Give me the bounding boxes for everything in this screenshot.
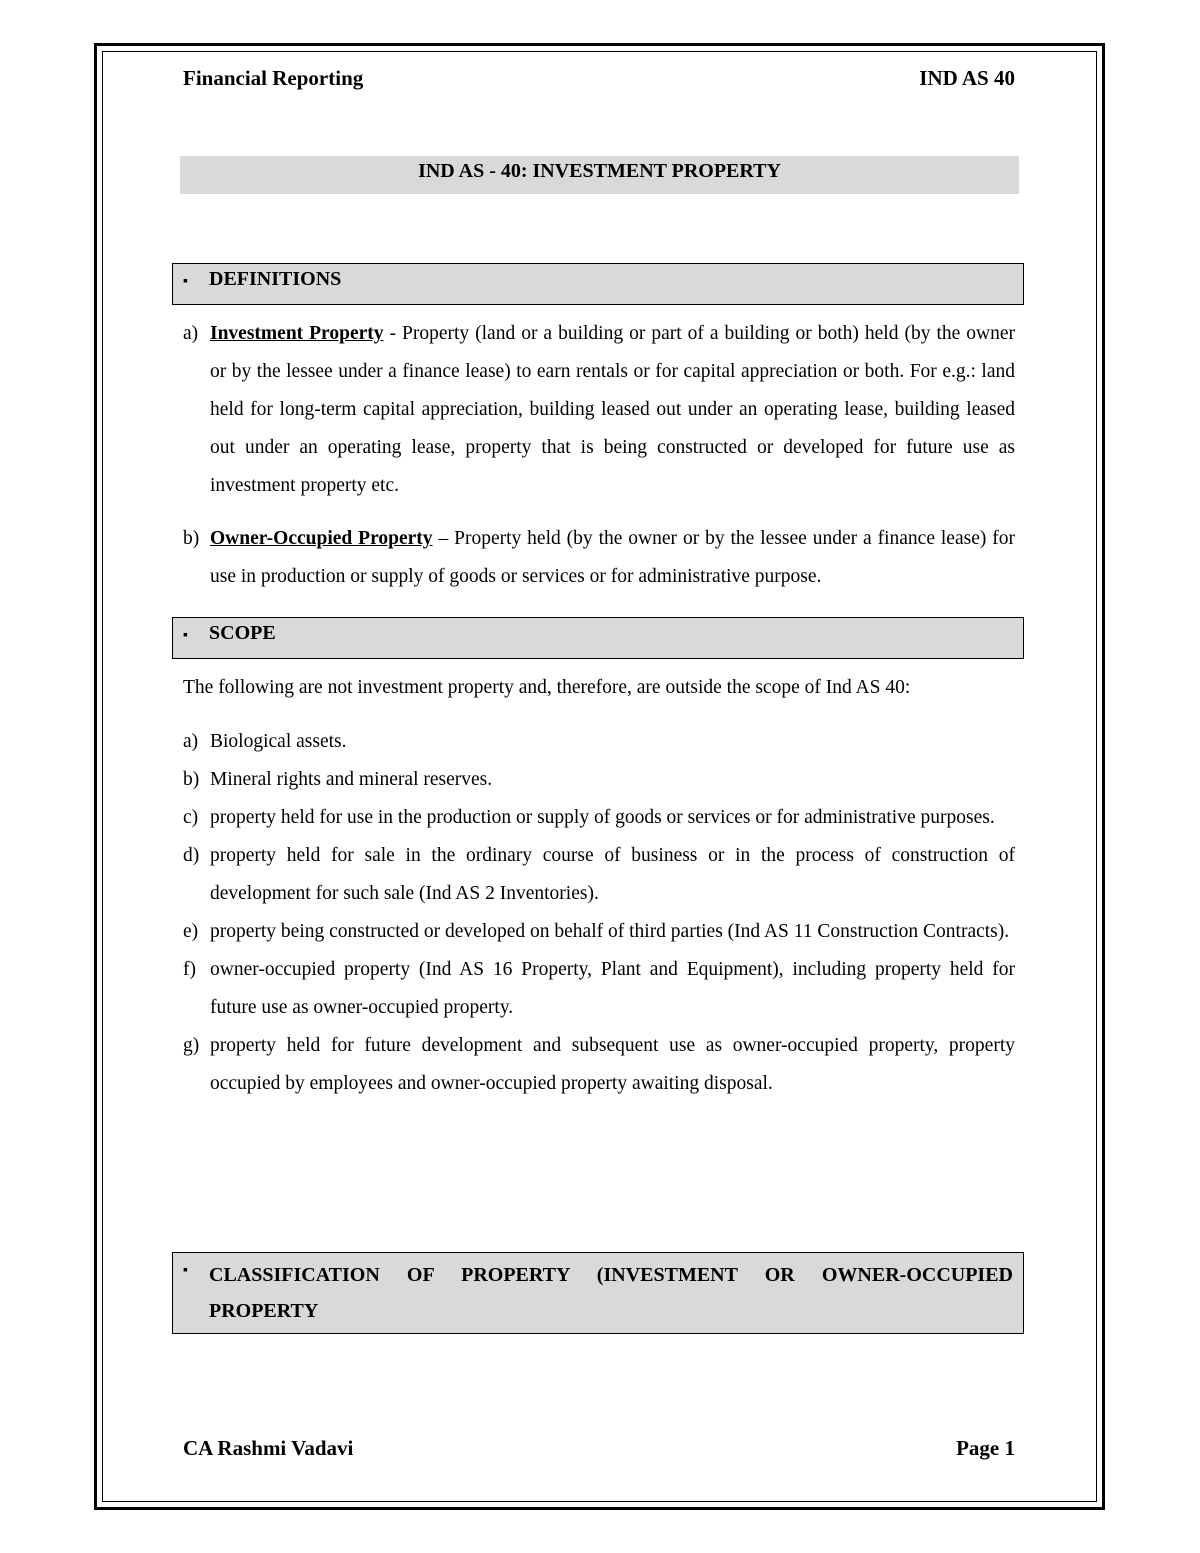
scope-item [183, 1027, 1015, 1103]
scope-item-text: property held for future development and subsequent use as owner-occupied property, property occupied by employees and owner-occupied property awaiting disposal. [210, 1035, 1015, 1094]
definition-text: - Property (land or a building or part of a building or both) held (by the owner or by the lessee under a finance lease) to earn rentals or for capital appreciation or both. For e.g.: land held for long-term capital appreciation, building leased out under an operating lease, building leased out under an operating lease, property that is being constructed or developed for future use as investment property etc. [210, 323, 1015, 496]
section-heading-text: SCOPE [209, 622, 276, 644]
definition-term: Owner-Occupied Property [210, 528, 433, 549]
scope-item-text: property held for sale in the ordinary course of business or in the process of construction of development for such sale (Ind AS 2 Inventories). [210, 845, 1015, 904]
square-bullet-icon: ▪ [183, 1263, 188, 1278]
scope-list [183, 723, 1015, 1103]
section-heading-text: DEFINITIONS [209, 268, 342, 290]
scope-item-text: owner-occupied property (Ind AS 16 Property, Plant and Equipment), including property held for future use as owner-occupied property. [210, 959, 1015, 1018]
scope-item [183, 761, 1015, 799]
section-heading-definitions [172, 263, 1024, 305]
scope-item-text: property being constructed or developed on behalf of third parties (Ind AS 11 Construction Contracts). [210, 921, 1010, 942]
header-subject: Financial Reporting [183, 66, 364, 90]
definitions-list [183, 315, 1015, 596]
scope-item [183, 837, 1015, 913]
scope-item [183, 951, 1015, 1027]
item-label: c) [183, 807, 199, 828]
footer-page-number: Page 1 [956, 1436, 1015, 1460]
scope-intro: The following are not investment property and, therefore, are outside the scope of Ind AS 40: [183, 677, 911, 698]
scope-item-text: Biological assets. [210, 731, 347, 752]
item-label: b) [183, 769, 200, 790]
square-bullet-icon: ▪ [183, 628, 188, 643]
section-heading-text: CLASSIFICATION OF PROPERTY (INVESTMENT OR OWNER-OCCUPIED PROPERTY [209, 1264, 1013, 1322]
scope-item [183, 799, 1015, 837]
definition-item [183, 315, 1015, 505]
scope-item-text: Mineral rights and mineral reserves. [210, 769, 493, 790]
document-title: IND AS - 40: INVESTMENT PROPERTY [180, 156, 1019, 194]
item-label: b) [183, 528, 200, 549]
item-label: e) [183, 921, 199, 942]
header-standard: IND AS 40 [919, 66, 1015, 90]
scope-item [183, 913, 1015, 951]
item-label: f) [183, 959, 196, 980]
square-bullet-icon: ▪ [183, 274, 188, 289]
scope-item [183, 723, 1015, 761]
footer-author: CA Rashmi Vadavi [183, 1436, 354, 1460]
definition-text: – Property held (by the owner or by the lessee under a finance lease) for use in production or supply of goods or services or for administrative purpose. [210, 528, 1015, 587]
section-heading-classification [172, 1252, 1024, 1334]
scope-item-text: property held for use in the production or supply of goods or services or for administrative purposes. [210, 807, 995, 828]
item-label: g) [183, 1035, 200, 1056]
item-label: d) [183, 845, 200, 866]
item-label: a) [183, 731, 199, 752]
section-heading-scope [172, 617, 1024, 659]
item-label: a) [183, 323, 199, 344]
definition-item [183, 520, 1015, 596]
definition-term: Investment Property [210, 323, 384, 344]
